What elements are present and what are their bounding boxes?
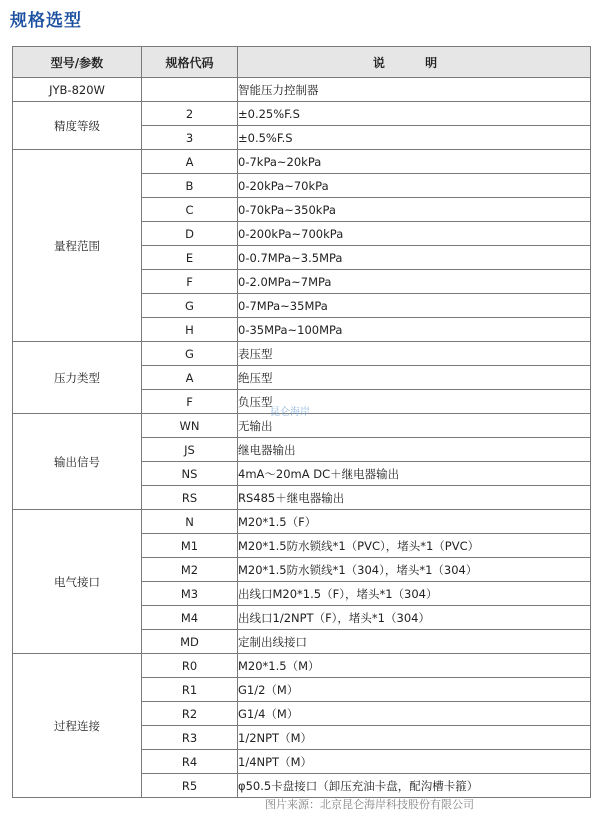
model-label: JYB-820W	[13, 78, 142, 102]
desc-cell: ±0.25%F.S	[238, 102, 591, 126]
desc-cell: RS485＋继电器输出	[238, 486, 591, 510]
code-cell: R0	[142, 654, 238, 678]
code-cell: R3	[142, 726, 238, 750]
desc-cell: 继电器输出	[238, 438, 591, 462]
desc-cell: 0-2.0MPa~7MPa	[238, 270, 591, 294]
code-cell: MD	[142, 630, 238, 654]
code-cell: F	[142, 270, 238, 294]
header-desc: 说 明	[238, 47, 591, 78]
code-cell: WN	[142, 414, 238, 438]
desc-cell: 负压型	[238, 390, 591, 414]
desc-cell: 定制出线接口	[238, 630, 591, 654]
code-cell: NS	[142, 462, 238, 486]
table-row	[13, 342, 591, 366]
code-cell: R1	[142, 678, 238, 702]
code-cell: B	[142, 174, 238, 198]
watermark-logo: 昆仑海岸	[270, 407, 310, 418]
code-cell: M2	[142, 558, 238, 582]
model-code	[142, 78, 238, 102]
header-model: 型号/参数	[13, 47, 142, 78]
desc-cell: 出线口M20*1.5（F），堵头*1（304）	[238, 582, 591, 606]
desc-cell: 1/4NPT（M）	[238, 750, 591, 774]
desc-cell: 0-20kPa~70kPa	[238, 174, 591, 198]
desc-cell: 0-200kPa~700kPa	[238, 222, 591, 246]
code-cell: G	[142, 342, 238, 366]
code-cell: N	[142, 510, 238, 534]
desc-cell: 4mA～20mA DC＋继电器输出	[238, 462, 591, 486]
desc-cell: 0-7MPa~35MPa	[238, 294, 591, 318]
desc-cell: 0-35MPa~100MPa	[238, 318, 591, 342]
code-cell: E	[142, 246, 238, 270]
table-header-row	[13, 47, 591, 78]
desc-cell: 1/2NPT（M）	[238, 726, 591, 750]
desc-cell: 0-70kPa~350kPa	[238, 198, 591, 222]
spec-table	[12, 46, 591, 798]
code-cell: A	[142, 366, 238, 390]
desc-cell: 出线口1/2NPT（F），堵头*1（304）	[238, 606, 591, 630]
group-process-label: 过程连接	[13, 654, 142, 798]
model-desc: 智能压力控制器	[238, 78, 591, 102]
code-cell: RS	[142, 486, 238, 510]
desc-cell: M20*1.5防水锁线*1（PVC），堵头*1（PVC）	[238, 534, 591, 558]
table-row	[13, 150, 591, 174]
desc-cell: 绝压型	[238, 366, 591, 390]
code-cell: M3	[142, 582, 238, 606]
group-output-label: 输出信号	[13, 414, 142, 510]
desc-cell: 0-7kPa~20kPa	[238, 150, 591, 174]
code-cell: A	[142, 150, 238, 174]
desc-cell: G1/4（M）	[238, 702, 591, 726]
header-code: 规格代码	[142, 47, 238, 78]
desc-cell: M20*1.5（M）	[238, 654, 591, 678]
code-cell: C	[142, 198, 238, 222]
group-electrical-label: 电气接口	[13, 510, 142, 654]
code-cell: R5	[142, 774, 238, 798]
code-cell: G	[142, 294, 238, 318]
group-range-label: 量程范围	[13, 150, 142, 342]
code-cell: M4	[142, 606, 238, 630]
group-accuracy-label: 精度等级	[13, 102, 142, 150]
code-cell: 2	[142, 102, 238, 126]
code-cell: R4	[142, 750, 238, 774]
table-row	[13, 510, 591, 534]
table-row	[13, 654, 591, 678]
desc-cell: 表压型	[238, 342, 591, 366]
desc-cell: 无输出	[238, 414, 591, 438]
group-pressure-type-label: 压力类型	[13, 342, 142, 414]
section-title: 规格选型	[10, 11, 82, 31]
desc-cell: 0-0.7MPa~3.5MPa	[238, 246, 591, 270]
desc-cell: M20*1.5防水锁线*1（304），堵头*1（304）	[238, 558, 591, 582]
code-cell: F	[142, 390, 238, 414]
desc-cell: φ50.5卡盘接口（卸压充油卡盘，配沟槽卡箍）	[238, 774, 591, 798]
desc-cell: G1/2（M）	[238, 678, 591, 702]
code-cell: M1	[142, 534, 238, 558]
table-row	[13, 102, 591, 126]
code-cell: R2	[142, 702, 238, 726]
code-cell: 3	[142, 126, 238, 150]
table-row	[13, 78, 591, 102]
desc-cell: ±0.5%F.S	[238, 126, 591, 150]
code-cell: D	[142, 222, 238, 246]
code-cell: H	[142, 318, 238, 342]
desc-cell: M20*1.5（F）	[238, 510, 591, 534]
watermark-footer: 图片来源：北京昆仑海岸科技股份有限公司	[265, 798, 474, 811]
code-cell: JS	[142, 438, 238, 462]
